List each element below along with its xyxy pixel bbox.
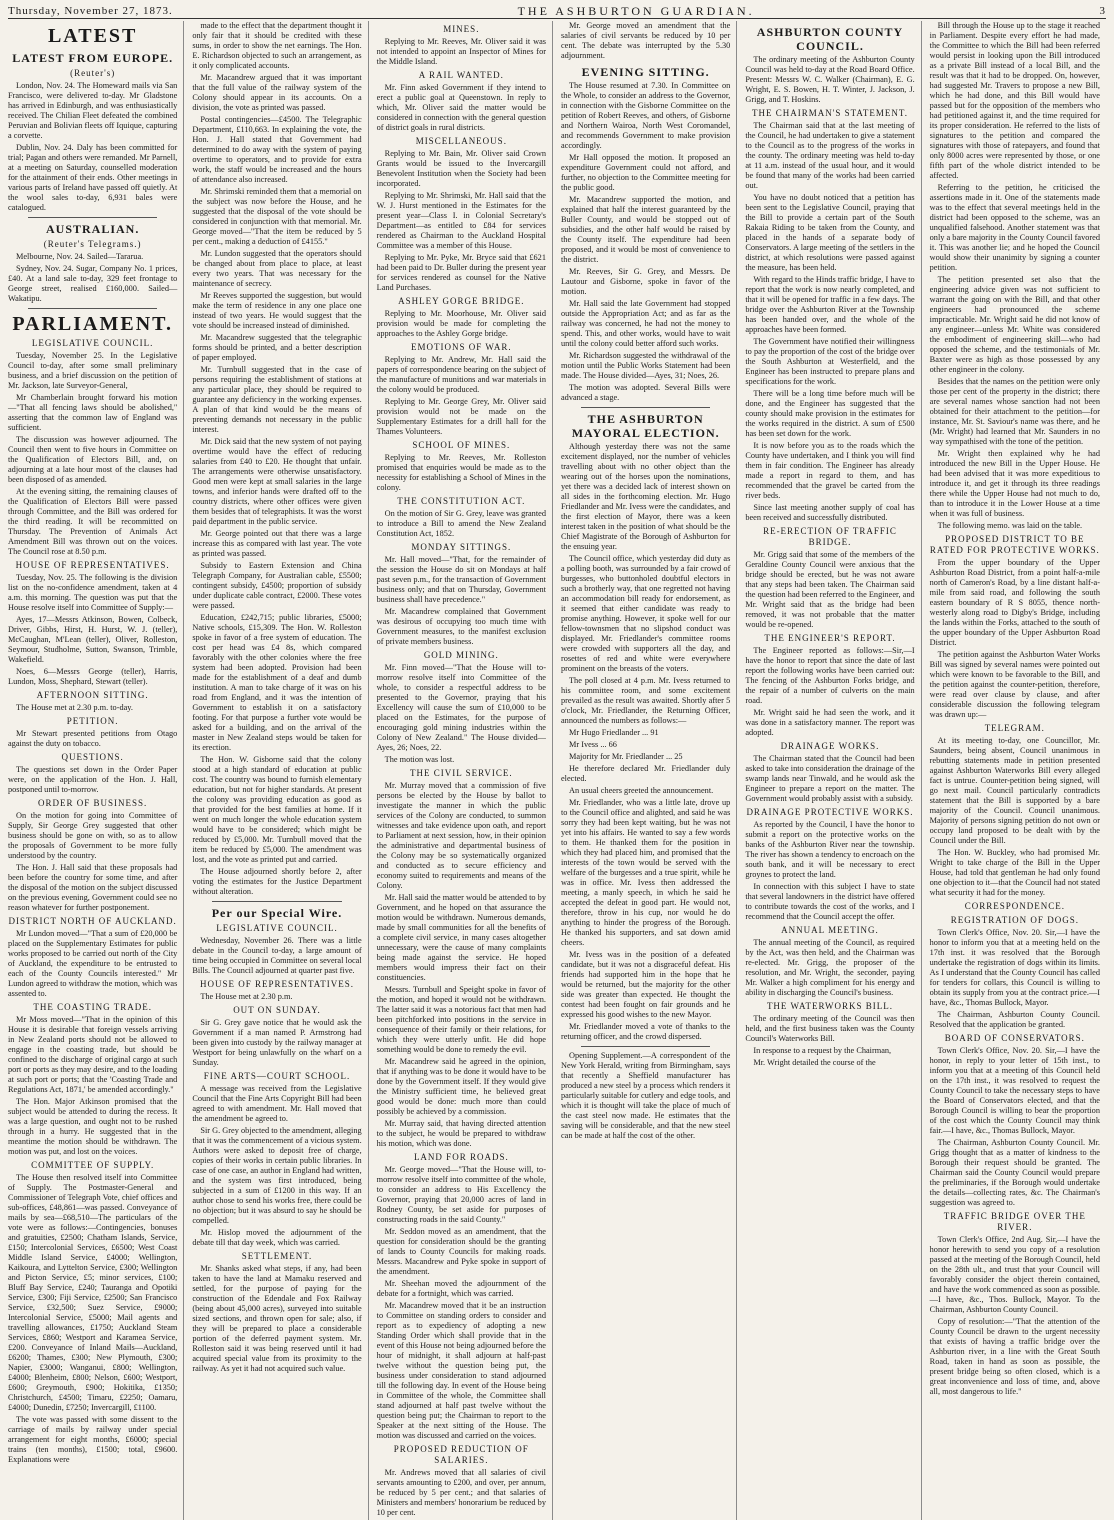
heading-county-council: ASHBURTON COUNTY COUNCIL. [756,25,904,53]
subheading-telegrams: (Reuter's Telegrams.) [43,239,142,249]
article-text: The ordinary meeting of the Council was then held, and the first business taken was the County Council's Waterworks Bill. [745,1014,915,1043]
section-label: RE-ERECTION OF TRAFFIC BRIDGE. [763,526,897,547]
article-text: Mr. George moved an amendment that the salaries of civil servants be reduced by 10 per cent. The debate was interrupted by the 5.30 adjournment. [560,21,731,60]
article-text: Mr. Finn moved—"That the House will to-morrow resolve itself into Committee of the whole, to consider a respectful address to be presented to the Governor, praying that his Excellency will cause the sum of £10,000 to be placed on the Estimates, for the purpose of encouraging gold mining industries within the Colony of New Zealand." The House divided—Ayes, 26; Noes, 22. [376,663,546,752]
article-text: Mr. Friedlander moved a vote of thanks to the returning officer, and the crowd dispersed. [560,1022,731,1041]
article-text: On the motion for going into Committee of Supply, Sir George Grey suggested that other business should be gone on with, so as to allow the proposals of Government to be more fully understood by the country. [8,811,178,860]
article-text: In connection with this subject I have to state that several landowners in the district have offered to contribute towards the cost of the works, and I recommend that the Council accept the offer. [745,882,915,921]
article-text: Subsidy to Eastern Extension and China Telegraph Company, for Australian cable, £5500; contingent subsidy, £4500; proportion of subsidy under duplicate cable contract, £2000. These votes were passed. [192,561,362,610]
section-label: TRAFFIC BRIDGE OVER THE RIVER. [943,1211,1086,1232]
section-label: PROPOSED DISTRICT TO BE RATED FOR PROTECTIVE WORKS. [929,534,1100,555]
article-text: Mr. Macandrew supported the motion, and explained that half the interest guaranteed by the Buller County, and would be stopped out of subsidies, and the other half would be raised by the County itself. The expenditure had been proposed, and it would be most of convenience to the district. [560,195,731,264]
article-text: The petition against the Ashburton Water Works Bill was signed by several names were pointed out which were known to be favorable to the Bill, and the petition against the counter-petition, therefore, were read over clause by clause, and after considerable discussion the following telegram was drawn up:— [929,650,1100,719]
article-text: Sir G. Grey objected to the amendment, alleging that it was the commencement of a vicious system. Authors were asked to deposit free of charge, copies of their works in certain public libraries. In case of one case, an author in England had written, and the system was first introduced, being subjected in a sum of £1200 in this way. If an author chose to send his works free, there could be no objection; but it was absurd to say he should be compelled. [192,1126,362,1225]
article-text: The House then resolved itself into Committee of Supply. The Postmaster-General and Commissioner of Telegraph Vote, chief offices and sub-offices, £48,861—was passed. Conveyance of mails by sea—£68,510—The particulars of the vote were as follows:—Contingencies, bonuses and gratuities, £2500; Chatham Islands, Service, £150; Intercolonial Services, £6500; West Coast Middle Island Service, £4000; Wellington, Kaikoura, and Lyttelton Service, £300; Wellington and Picton Service, £5; minor services, £100; Bluff Bay Service, £240; Tauranga and Opotiki Service, £300; Fiji Service, £2500; San Francisco Service, £32,500; Suez Service, £9000; Intercolonial Service, £5000; Mail agents and travelling allowances, £1750; Auckland Steam Services, £860; Westport and Karamea Service, £200. Conveyance of Inland Mails—Auckland, £6200; Thames, £300; New Plymouth, £300; Napier, £3000; Wanganui, £800; Wellington, £4000; Blenheim, £800; Nelson, £600; Westport, £600; Greymouth, £900; Hokitika, £1350; Christchurch, £4500; Timaru, £2250; Oamaru, £4000; Dunedin, £7250; Invercargill, £1100. [8,1173,178,1412]
article-text: The annual meeting of the Council, as required by the Act, was then held, and the Chairman was re-elected. Mr. Grigg, the proposer of the resolution, and Mr. Wright, the seconder, paying Mr. Walker a high compliment for his energy and ability in discharging the Council's business. [745,938,915,997]
section-label: SETTLEMENT. [241,1251,313,1261]
section-label: THE ENGINEER'S REPORT. [764,633,896,643]
article-text: Mr. Grigg said that some of the members of the Geraldine County Council were anxious that the bridge should be erected, but he was not aware that any steps had been taken. The Chairman said the question had been referred to the Engineer, and Mr. Wright said that as the bridge had been removed, it was not probable that the matter would be re-opened. [745,550,915,629]
article-text: At the evening sitting, the remaining clauses of the Qualification of Electors Bill were passed through Committee, and the Bill was ordered for the third reading. It will be recommitted on Thursday. The Prevention of Animals Act Amendment Bill was thrown out on the voices. The Council rose at 8.50 p.m. [8,487,178,556]
divider [28,217,157,218]
article-text: Replying to Mr. George Grey, Mr. Oliver said provision would not be made on the Supplementary Estimates for a drill hall for the Thames Volunteers. [376,397,546,436]
article-text: Mr. Ivess was in the position of a defeated candidate, but it was not a disgraceful defeat. His friends had supported him in the hope that he would be returned, but the majority for the other side was greater than expected. He thought the contest had been fought on fair grounds and he expressed his good wishes to the new Mayor. [560,950,731,1019]
article-text: You have no doubt noticed that a petition has been sent to the Legislative Council, praying that the Bill to provide a certain part of the South Rakaia Riding to be taken from the County, and placed in the hands of a separate body of Conservators. A large meeting of the settlers in the district, at which resolutions were passed against the measure, has been held. [745,193,915,272]
article-text: Mr. Shrimski reminded them that a memorial on the subject was now before the House, and he suggested that the disposal of the vote should be considered in conjunction with that memorial. Mr. George moved—"That the item be reduced by 5 per cent., making a deduction of £4155." [192,187,362,246]
article-text: The Chairman, Ashburton County Council. Resolved that the application be granted. [929,1010,1100,1029]
article-text: Although yesterday there was not the same excitement displayed, nor the number of vehicles travelling about with no other object than the wearing out of the horses upon the nominations, yet there was a decided lack of interest shown on all sides in the forthcoming election. Mr. Hugo Friedlander and Mr. Ivess were the candidates, and the first election of Mayor, there was a keen interest taken in the position of what should be the Chief Magistrate of the Borough of Ashburton for the ensuing year. [560,442,731,551]
section-label: LAND FOR ROADS. [413,1152,509,1162]
article-text: From the upper boundary of the Upper Ashburton Road District, from a point half-a-mile north of Cameron's Road, by a line distant half-a-mile from said road, and following the south eastern boundary of R S 8055, thence north-westerly along road to Digby's Bridge, including the lands within the Forks, attached to the south of the upper boundary of the Upper Ashburton Road District. [929,558,1100,647]
masthead-date: Thursday, November 27, 1873. [8,5,173,17]
article-text: Mr Chamberlain brought forward his motion—"That all fencing laws should be abolished," asserting that the common law of England was sufficient. [8,393,178,432]
section-label: COMMITTEE OF SUPPLY. [31,1160,155,1170]
article-text: Mr. Reeves, Sir G. Grey, and Messrs. De Lautour and Gisborne, spoke in favor of the motion. [560,267,731,296]
article-text: Mr Hall opposed the motion. It proposed an expenditure Government could not afford, and further, no objection to the Committee meeting for the public good. [560,153,731,192]
subheading-afternoon: AFTERNOON SITTING. [36,690,149,700]
article-text: Tuesday, Nov. 25. The following is the division list on the no-confidence amendment, taken at 4 a.m. this morning. The question was put that the House resolve itself into Committee of Supply:— [8,573,178,612]
article-text: The petition presented set also that the engineering advice given was not sufficient to warrant the going on with the Bill, and that other engineers had pronounced the scheme impracticable. Mr. Wright said he did not know of any engineer—unless Mr. White was considered the embodiment of engineering skill—who had opposed the scheme, and the testimonials of Mr. Baxter were as high as those possessed by any other engineer in the colony. [929,275,1100,374]
article-text: Postal contingencies—£4500. The Telegraphic Department, £110,663. In explaining the vote, the Hon. J. Hall stated that Government had determined to do away with the system of paying overtime to operators, and to provide for extra work, the staff would be increased and the hours of attendance also increased. [192,115,362,184]
article-text: A message was received from the Legislative Council that the Fine Arts Copyright Bill had been agreed to with amendment. Mr. Hall moved that the amendment be agreed to. [192,1084,362,1123]
article-text: Replying to Mr. Pyke, Mr. Bryce said that £621 had been paid to Dr. Buller during the present year for services rendered as counsel for the Native Land Purchases. [376,253,546,292]
section-label: TELEGRAM. [984,723,1045,733]
heading-australian: AUSTRALIAN. [45,222,140,236]
article-text: Opening Supplement.—A correspondent of the New York Herald, writing from Birmingham, says that recently a Sheffield manufacturer has produced a new steel by a process which renders it particularly suitable for cutlery and edge tools, and which it is thought will take the place of much of the cast steel now made. He estimates that the saving will be considerable, and that the new steel can be made at half the cost of the other. [560,1051,731,1140]
heading-europe: LATEST FROM EUROPE. [12,51,174,65]
section-label: THE WATERWORKS BILL. [766,1001,894,1011]
section-label: DRAINAGE PROTECTIVE WORKS. [746,807,914,817]
article-text: The motion was lost. [384,755,455,764]
article-text: Town Clerk's Office, Nov. 20. Sir,—I have the honor, in reply to your letter of 15th inst., to inform you that at a meeting of this Council held on the 17th inst., it was resolved to request the County Council to take the necessary steps to have the Board of Conservators elected, and that the Borough Council is willing to bear the proportion of the cost which the County Council may think fair.—I have, &c., Thomas Bullock, Mayor. [929,1046,1100,1135]
section-label: ORDER OF BUSINESS. [38,798,148,808]
article-text: Replying to Mr. Shrimski, Mr. Hall said that the W. J. Hurst mentioned in the Estimates for the present year—Class I. in Colonial Secretary's Department—as entitled to £84 for services rendered as Chairman to the Auckland Hospital Committee was a member of this House. [376,191,546,250]
article-text: Noes, 6—Messrs George (teller), Harris, Lundon, Moss, Shephard, Stewart (teller). [8,667,178,686]
article-text: Mr. Finn asked Government if they intend to erect a public goal at Queenstown. In reply to which, Mr. Oliver said the matter would be considered in connection with the general question of district goals in rural districts. [376,83,546,132]
article-text: The vote was passed with some dissent to the carriage of mails by railway under special arrangement for eight months, £6000; special trains (ten months), £1500; total, £9600. Explanations were [8,1415,178,1464]
heading-mayoral-election: THE ASHBURTON MAYORAL ELECTION. [571,412,720,440]
article-text: Mr Reeves supported the suggestion, but would make the term of residence in any one place one instead of two years. He would suggest that the vote should be increased instead of diminished. [192,291,362,330]
article-text: Mr. Lundon suggested that the operators should be changed about from place to place, at least every two years. That was necessary for the maintenance of secrecy. [192,249,362,288]
article-text: There will be a long time before much will be done, and the Engineer has suggested that the county should make provision in the estimates for the works required in the district. A sum of £500 has been set down for the work. [745,389,915,438]
article-text: The discussion was however adjourned. The Council then went to five hours in Committee on the Qualification of Electors Bill, and, on adjourning at a late hour most of the clauses had been disposed of as amended. [8,435,178,484]
section-label: THE COASTING TRADE. [33,1002,152,1012]
article-text: The motion was adopted. Several Bills were advanced a stage. [560,383,731,402]
section-label: FINE ARTS—COURT SCHOOL. [203,1071,351,1081]
section-label: MONDAY SITTINGS. [411,542,512,552]
article-text: In response to a request by the Chairman, [753,1046,892,1055]
article-text: Mr. Wright then explained why he had introduced the new Bill in the Upper House. He had been advised that it was more expeditious to introduce it, and get it through its three readings there while the Upper House had not much to do, than to introduce it in the Lower House at a time when it was full of business. [929,449,1100,518]
article-text: Mr. Shanks asked what steps, if any, had been taken to have the land at Mamaku reserved and settled, for the purpose of paying for the construction of the Edendale and Fox Railway (being about 45,000 acres), surveyed into suitable sized sections, and thrown open for sale; also, if they will be prepared to place a considerable portion of the deferred payment system. Mr. Rolleston said it was being reserved until it had acquired special value from its proximity to the railway. As yet it had not acquired such value. [192,1264,362,1373]
article-text: An usual cheers greeted the announcement. [568,786,714,795]
column-5 [745,21,921,1520]
article-text: Bill through the House up to the stage it reached in Parliament. Despite every effort he had made, the Committee to which the Bill had been referred would persist in looking upon the Bill introduced as a private Bill instead of a local Bill, and the result was that it had to be dropped. On, however, had suggested Mr. Travers to propose a new Bill, which he had done, and this Bill would have passed but for the opposition of the members who had petitioned against it, and the time required for its proper consideration. He referred to the lists of signatures to the petition and compared the signatures with those of ratepayers, and found that only 8000 acres were represented by those, or one fifth part of the whole district intended to be affected. [929,21,1100,180]
article-text: Mr Lundon moved—"That a sum of £20,000 be placed on the Supplementary Estimates for public works proposed to be carried out north of the City of Auckland, the expenditure to be entrusted to each of the County Councils interested." Mr Lundon agreed to withdraw the motion, which was assented to. [8,929,178,998]
article-text: Mr. Wright detailed the course of the [753,1058,876,1067]
poll-result: Mr Hugo Friedlander ... 91 [568,728,659,737]
article-text: Replying to Mr. Moorhouse, Mr. Oliver said provision would be made for completing the approaches to the Ashley Gorge bridge. [376,309,546,338]
section-label: ASHLEY GORGE BRIDGE. [398,296,525,306]
masthead-title: THE ASHBURTON GUARDIAN. [517,3,755,18]
section-label: DRAINAGE WORKS. [780,741,880,751]
section-label: ANNUAL MEETING. [781,925,879,935]
columns [8,21,1106,1517]
article-text: Mr. Macandrew complained that Government was desirous of occupying too much time with Government measures, to the manifest exclusion of private members business. [376,607,546,646]
article-text: Education, £242,715; public libraries, £5000; Native schools, £15,309. The Hon. W. Rolleston spoke in favor of a free system of education. The cost per head was £4 8s, which compared favorably with the other colonies where the free system had been adopted. Provision had been made for the establishment of a deaf and dumb institution. A man to take charge of it was on his road from England, and it was the intention of Government to establish it on a satisfactory footing. For that purpose a further vote would be asked for a building, and on the arrival of the master in New Zealand steps would be taken for its erection. [192,613,362,752]
article-text: Mr. Murray moved that a commission of five persons be elected by the House by ballot to investigate the manner in which the public services of the Colony are conducted, to summon witnesses and take evidence upon oath, and report to Parliament at next session, how, in their opinion the administrative and departmental business of the Colony may be so systematically organized and conducted as to secure efficiency and economy suited to requirements and means of the Colony. [376,781,546,890]
article-text: Mr. Macandrew said he agreed in the opinion, that if anything was to be done it would have to be done by the Government itself. If they would give the Ministry sufficient time, he believed great good would be done: much more than could possibly be achieved by a commission. [376,1057,546,1116]
section-label: THE CHAIRMAN'S STATEMENT. [752,108,908,118]
article-text: Mr. George moved—"That the House will, to-morrow resolve itself into committee of the whole, to consider an address to His Excellency the Governor, praying that 20,000 acres of land in Rodney County, be set aside for purposes of constructing roads in the said County." [376,1165,546,1224]
article-text: Mr. Hislop moved the adjournment of the debate till that day week, which was carried. [192,1228,362,1247]
article-text: Mr. Macandrew argued that it was important that the full value of the railway system of the Colony should appear in its accounts. On a division, the vote as printed was passed. [192,73,362,112]
column-4 [561,21,737,1520]
subheading-house: HOUSE OF REPRESENTATIVES. [15,560,170,570]
divider [28,308,157,309]
article-text: The Chairman stated that the Council had been asked to take into consideration the drainage of the swamp lands near Tinwald, and he would ask the Engineer to prepare a report on the matter. The Government would probably assist with a subsidy. [745,754,915,803]
heading-evening-sitting: EVENING SITTING. [581,65,710,79]
article-text: The ordinary meeting of the Ashburton County Council was held to-day at the Road Board Office. Present: Messrs W. C. Walker (Chairman), E. G. Wright, E. S. Bowen, H. T. Winter, J. Jackson, J. Grigg, and T. Hoskins. [745,55,915,104]
article-text: Replying to Mr. Bain, Mr. Oliver said Crown Grants would be issued to the Invercargill Benevolent Institution when the Society had been incorporated. [376,149,546,188]
article-text: Sir G. Grey gave notice that he would ask the Government if a man named P. Armstrong had been given into custody by the railway manager at Westport for being unlawfully on the wharf on a Sunday. [192,1018,362,1067]
article-text: The poll closed at 4 p.m. Mr. Ivess returned to his committee room, and some excitement prevailed as the result was awaited. Shortly after 5 o'clock, Mr. Friedlander, the Returning Officer, announced the numbers as follows:— [560,676,731,725]
article-text: Replying to Mr. Reeves, Mr. Rolleston promised that enquiries would be made as to the necessity for establishing a School of Mines in the colony. [376,453,546,492]
divider [581,1046,710,1047]
article-text: The following memo. was laid on the table. [937,521,1083,530]
article-text: Dublin, Nov. 24. Daly has been committed for trial; Pagan and others were remanded. Mr Parnell, at a meeting on Saturday, counselled moderation for the attainment of their ends. Other meetings in various parts of Ireland have passed off quietly. At the wool sales to-day, 6,931 bales were catalogued. [8,143,178,212]
divider [212,901,341,902]
article-text: Mr. Seddon moved as an amendment, that the question for consideration should be the granting of lands to County Councils for making roads. Messrs. Macandrew and Pyke spoke in support of the amendment. [376,1227,546,1276]
article-text: Ayes, 17—Messrs Atkinson, Bowen, Colbeck, Driver, Gibbs, Hirst, H. Hurst, W. J. (teller), McCaughan, M'Lean (teller), Oliver, Rolleston, Seymour, Studholme, Sutton, Swanson, Trimble, Wakefield. [8,615,178,664]
section-label: MISCELLANEOUS. [415,136,507,146]
article-text: Mr. Sheehan moved the adjournment of the debate for a fortnight, which was carried. [376,1279,546,1298]
page-number: 3 [1099,5,1106,17]
poll-majority: Majority for Mr. Friedlander ... 25 [568,752,683,761]
article-text: The Government have notified their willingness to pay the proportion of the cost of the bridge over the South Ashburton at Westerfield, and the Engineer has been instructed to prepare plans and specifications for the work. [745,337,915,386]
article-text: Mr. Hall said the matter would be attended to by Government, and he hoped on that assurance the motion would be withdrawn. Numerous demands, made by small communities for all the benefits of a complete civil service, in many cases altogether unnecessary, were the cause of many complaints being made against the service. He hoped members would impress their fact on their constituencies. [376,893,546,982]
article-text: The Hon. W. Gisborne said that the colony stood at a high standard of education at public cost. The country was bound to furnish elementary education, but not for higher standards. At present the colony was providing education as good as that provided for the best families at home. If it went on much longer the whole education system would have to be considered; which might be reduced by £5,000. Mr. Turnbull moved that the item be reduced by £5,000. The amendment was lost, and the vote as printed put and carried. [192,755,362,864]
article-text: Since last meeting another supply of coal has been received and successfully distributed. [745,503,915,522]
column-1 [8,21,184,1520]
poll-result: Mr Ivess ... 66 [568,740,617,749]
heading-parliament: PARLIAMENT. [12,313,174,335]
column-2 [192,21,368,1520]
subheading-house: HOUSE OF REPRESENTATIVES. [199,979,355,989]
article-text: Sydney, Nov. 24. Sugar, Company No. 1 prices, £40. At a land sale to-day, 329 feet frontage to George street, realised £160,000. Sailed—Wakatipu. [8,264,178,303]
article-text: The Engineer reported as follows:—Sir,—I have the honor to report that since the date of last report the following works have been carried out: The fencing of the Ashburton Forks bridge, and the repair of a number of culverts on the main road. [745,646,915,705]
article-text: Mr. Macandrew moved that it be an instruction to Committee on standing orders to consider and report as to expediency of adopting a new Standing Order which shall provide that in the event of this House not being adjourned before the hour of midnight, it shall adjourn at half-past twelve without the question being put, the business under consideration to stand adjourned till the following day. In event of the House being in Committee of the whole, the Committee shall stand adjourned at half past twelve without the question being put; the Chairman to report to the Speaker at the next sitting of the House. The motion was discussed and carried on the voices. [376,1301,546,1440]
section-label: OUT ON SUNDAY. [233,1005,321,1015]
heading-special-wire: Per our Special Wire. [211,906,343,920]
heading-latest: LATEST [47,25,138,47]
subheading-legislative-council: LEGISLATIVE COUNCIL. [216,923,338,933]
article-text: Wednesday, November 26. There was a little debate in the Council to-day, a large amount of time being occupied in Committee on several local Bills. The Council adjourned at quarter past five. [192,936,362,975]
article-text: Mr. Macandrew suggested that the telegraphic forms should be printed, and a better description of paper employed. [192,333,362,362]
article-text: Mr Moss moved—"That in the opinion of this House it is desirable that foreign vessels arriving in New Zealand ports should not be allowed to engage in the coasting trade, but should be confined to the discharge of original cargo at such port or ports as they may desire, and to the loading at such port or ports; that the 'Coasting Trade and Regulations Act, 1871,' be amended accordingly." [8,1015,178,1094]
section-label: EMOTIONS OF WAR. [411,342,512,352]
article-text: Besides that the names on the petition were only those per cent of the property in the district; there are several names whose sanction had not been obtained for their attachment to the petition—for instance, Mr. St. Saviour's name was there, and he (Mr. Wright) had learned that Mr. Saunders in no way sympathised with the tone of the petition. [929,377,1100,446]
article-text: made to the effect that the department thought it only fair that it should be credited with these sums, in order to show the net earnings. The Hon. E. Richardson objected to such an arrangement, as it only complicated accounts. [192,21,362,70]
column-3 [377,21,553,1520]
section-label: DISTRICT NORTH OF AUCKLAND. [8,916,177,926]
column-6 [930,21,1106,1520]
article-text: The Hon. J. Hall said that these proposals had been before the country for some time, and after the disposal of the motion on the subject discussed on the previous evening, Government could see no reason whatever for further postponement. [8,863,178,912]
section-label: A RAIL WANTED. [418,70,504,80]
section-label: CORRESPONDENCE. [964,901,1065,911]
article-text: The House met at 2.30 p.m. to-day. [16,703,133,712]
article-text: Copy of resolution:—"That the attention of the County Council be drawn to the urgent necessity that exists of having a traffic bridge over the Ashburton river, in a line with the Great South Road, taken in hand as soon as possible, the present bridge being so often closed, which is a great inconvenience and loss of time, and, above all, most dangerous to life." [929,1317,1100,1396]
section-label: PROPOSED REDUCTION OF SALARIES. [393,1444,529,1465]
article-text: Replying to Mr. Reeves, Mr. Oliver said it was not intended to appoint an Inspector of Mines for the Middle Island. [376,37,546,66]
article-text: The House met at 2.30 p.m. [200,992,293,1001]
article-text: As reported by the Council, I have the honor to submit a report on the protective works on the banks of the Ashburton River near the township. The river has shown a tendency to encroach on the south bank, and it will be necessary to erect groynes to protect the land. [745,820,915,879]
article-text: Mr. Hall said the late Government had stopped outside the Appropriation Act; and as far as the railway was concerned, he had not the money to spend. This, and other works, would have to wait until the colony could better afford such works. [560,299,731,348]
article-text: Town Clerk's Office, Nov. 20. Sir,—I have the honor to inform you that at a meeting held on the 17th inst. it was resolved that the Borough undertake the registration of dogs within its limits. As I understand that the County Council has called for tenders for collars, this Council is willing to obtain its supply from you at the contract price.—I have, &c., Thomas Bullock, Mayor. [929,928,1100,1007]
article-text: Messrs. Turnbull and Speight spoke in favor of the motion, and hoped it would not be withdrawn. The latter said it was a notorious fact that men had been pitchforked into positions in the service in consequence of their family or their relations, for which they were utterly unfit. He did hope something would be done to remedy the evil. [376,985,546,1054]
divider [581,407,710,408]
article-text: Mr. Friedlander, who was a little late, drove up to the Council office and alighted, and said he was sorry they had been kept waiting, but he was not yet into his affairs. He wanted to say a few words to them. He thanked them for the position in which they had placed him, and promised that the interests of the town would be served with the welfare of the burgesses and a true spirit, while he was in office. Mr. Ivess then addressed the meeting, a manly speech, in which he said he accepted the defeat in good part. He would not, therefore, throw in his cup, nor would he do anything to hinder the progress of the Borough. He thanked his supporters, and sat down amid cheers. [560,798,731,947]
article-text: It is now before you as to the roads which the County have undertaken, and I think you will find them in fair condition. The Engineer has already made a report in regard to them, and has recommended that the gravel be carted from the river beds. [745,441,915,500]
section-label: MINES. [443,24,480,34]
article-text: Mr. Turnbull suggested that in the case of persons requiring the establishment of stations at any particular place, they should be required to guarantee any deficiency in the working expenses. A plan of that kind would be the means of preventing demands not necessary in the public interest. [192,365,362,434]
article-text: Mr. Richardson suggested the withdrawal of the motion until the Public Works Statement had been made. The House divided—Ayes, 31; Noes, 26. [560,351,731,380]
article-text: The Chairman said that at the last meeting of the Council, he had undertaken to give a statement to the Council as to the progress of the works in the county. The ordinary meeting was held to-day at 11 a.m. instead of the usual hour, and it would be found that many of the works had been carried out. [745,121,915,190]
subheading-legislative-council: LEGISLATIVE COUNCIL. [31,338,154,348]
article-text: At its meeting to-day, one Councillor, Mr. Saunders, being absent, Council unanimous in rebutting statements made in petition presented against Ashburton Waterworks Bill every alleged fact is untrue. Counter-petition being signed, will go next mail. Council particularly contradicts statement that the Bill is supported by a bare majority of the Council. Council unanimous. Majority of persons signing petition do not own or occupy land proposed to be dealt with by the Council under the Bill. [929,736,1100,845]
article-text: Mr. Murray said, that having directed attention to the subject, he would be prepared to withdraw his motion, which was done. [376,1119,546,1148]
article-text: The Chairman, Ashburton County Council. Mr. Grigg thought that as a matter of kindness to the Borough their request should be granted. The Chairman said the County Council would prepare the preliminaries, if the Borough would undertake the details—collecting rates, &c. The Chairman's suggestion was agreed to. [929,1138,1100,1207]
article-text: Mr. Hall moved—"That, for the remainder of the session the House do sit on Mondays at half past seven p.m., for the transaction of Government business only; and that on Thursday, Government business shall have precedence." [376,555,546,604]
masthead [8,4,1106,19]
article-text: Mr. Dick said that the new system of not paying overtime would have the effect of reducing salaries from £40 to £20. He thought that unfair. The arrangements were otherwise unsatisfactory. Good men were kept at small salaries in the large towns, and inferior hands were drafted off to the country districts, where other offices were given them besides that of telegraphists. It was the worst paid department in the public service. [192,437,362,526]
article-text: He therefore declared Mr. Friedlander duly elected. [560,764,731,783]
section-label: BOARD OF CONSERVATORS. [944,1033,1085,1043]
article-text: Town Clerk's Office, 2nd Aug. Sir,—I have the honor herewith to send you copy of a resolution passed at the meeting of the Borough Council, held on the 28th ult., and trust that your Council will favorably consider the object therein contained, and have the work commenced as soon as possible.—I have, &c., Thos. Bullock, Mayor. To the Chairman, Ashburton County Council. [929,1235,1100,1314]
article-text: The House adjourned shortly before 2, after voting the estimates for the Justice Department without alteration. [192,867,362,896]
article-text: Mr. Andrews moved that all salaries of civil servants amounting to £200, and over, per annum, be reduced by 5 per cent.; and that salaries of Ministers and members' honorarium be reduced by 10 per cent. [376,1468,546,1517]
section-label: GOLD MINING. [423,650,499,660]
section-label: QUESTIONS. [61,752,124,762]
article-text: With regard to the Hinds traffic bridge, I have to report that the work is now nearly completed, and that it will be opened for traffic in a few days. The bridge over the Ashburton River at the Township has been handed over, and the whole of the approaches have been formed. [745,275,915,334]
article-text: On the motion of Sir G. Grey, leave was granted to introduce a Bill to amend the New Zealand Constitution Act, 1852. [376,509,546,538]
section-label: PETITION. [66,716,119,726]
article-text: The Hon. W. Buckley, who had promised Mr. Wright to take charge of the Bill in the Upper House, had told that gentleman he had only found one objection to it—that the Council had not stated what security it had for the money. [929,848,1100,897]
article-text: Replying to Mr. Andrew, Mr. Hall said the papers of correspondence bearing on the subject of the manufacture of munitions and war materials in the colony would be produced. [376,355,546,394]
article-text: London, Nov. 24. The Homeward mails via San Francisco, were delivered to-day. Mr Gladstone has arrived in Edinburgh, and was enthusiastically received. The Chilian Fleet defeated the combined Peruvian and Bolivian fleets off Iquique, capturing a corvette. [8,81,178,140]
article-text: Melbourne, Nov. 24. Sailed—Tararua. [16,252,144,261]
article-text: Mr Stewart presented petitions from Otago against the duty on tobacco. [8,729,178,748]
article-text: Mr. Wright said he had seen the work, and it was done in a satisfactory manner. The report was adopted. [745,708,915,737]
article-text: Referring to the petition, he criticised the assertions made in it. One of the statements made was to the effect that several meetings held in the district had been opposed to the scheme, was an unqualified falsehood. Another statement was that only a bare majority in the County Council favored it. This was another lie; and he hoped the Council would show their unanimity by signing a counter petition. [929,183,1100,272]
article-text: The House resumed at 7.30. In Committee on the Whole, to consider an address to the Governor, in connection with the Gisborne Committee on the petition of Robert Reeves, and others, of Gisborne and Northern Wairoa, North West Coromandel, and recommends Government to make provision accordingly. [560,81,731,150]
article-text: Mr. George pointed out that there was a large increase this as compared with last year. The vote as printed was passed. [192,529,362,558]
article-text: The questions set down in the Order Paper were, on the application of the Hon. J. Hall, postponed until to-morrow. [8,765,178,794]
section-label: REGISTRATION OF DOGS. [950,915,1079,925]
subheading-reuters: (Reuter's) [70,68,116,78]
section-label: THE CONSTITUTION ACT. [397,496,526,506]
section-label: SCHOOL OF MINES. [412,440,511,450]
section-label: THE CIVIL SERVICE. [409,768,513,778]
article-text: Tuesday, November 25. In the Legislative Council to-day, after some small preliminary business, and a brief discussion on the petition of Mr. Jackson, late Surveyor-General, [8,351,178,390]
article-text: The Council office, which yesterday did duty as a polling booth, was surrounded by a fair crowd of burgesses, who buttonholed doubtful electors in such a brotherly way, that one regretted not having an accommodation bill ready for endorsement, as it seemed that either candidate was ready to promise anything. However, it spoke well for our fellow-townsmen that no slipshod conduct was displayed. Mr. Friedlander's committee rooms were crowded with supporters all the day, and rosettes of red and white were everywhere prominent on the breasts of the voters. [560,554,731,673]
article-text: The Hon. Major Atkinson promised that the subject would be attended to during the recess. It was a large question, and ought not to be rushed through in a hurry. He suggested that in the meantime the motion should be withdrawn. The motion was put, and lost on the voices. [8,1097,178,1156]
